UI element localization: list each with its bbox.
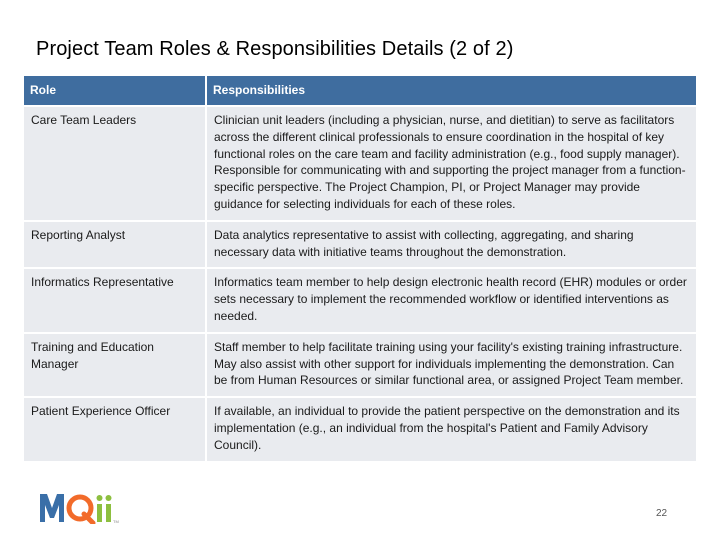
svg-text:TM: TM <box>113 519 119 524</box>
role-cell: Reporting Analyst <box>24 221 206 269</box>
responsibility-cell: Staff member to help facilitate training using your facility's existing training infrastructure. May also assist with other support for individuals implementing the demonstration. Can be from Human Resources or similar functional area, or assigned Project Team member. <box>206 333 696 397</box>
role-cell: Care Team Leaders <box>24 106 206 221</box>
table-row <box>24 268 696 332</box>
logo-i1-dot <box>97 495 103 501</box>
responsibility-cell: Clinician unit leaders (including a physician, nurse, and dietitian) to serve as facilitators across the different clinical professionals to ensure coordination in the hospital of key functional roles on the care team and facility administration (e.g., food supply manager). Responsible for communicating with and supporting the project manager from a function-specific perspective. The Project Champion, PI, or Project Manager may provide guidance for selecting individuals for each of these roles. <box>206 106 696 221</box>
role-cell: Patient Experience Officer <box>24 397 206 460</box>
page-title: Project Team Roles & Responsibilities Details (2 of 2) <box>36 38 514 60</box>
logo-i1-stem <box>97 504 102 522</box>
table-row <box>24 221 696 269</box>
responsibility-cell: If available, an individual to provide the patient perspective on the demonstration and its implementation (e.g., an individual from the hospital's Patient and Family Advisory Council). <box>206 397 696 460</box>
table-row <box>24 397 696 460</box>
column-header-role: Role <box>24 76 206 106</box>
page-number: 22 <box>656 508 668 519</box>
role-cell: Training and Education Manager <box>24 333 206 397</box>
column-header-responsibilities: Responsibilities <box>206 76 696 106</box>
table-row <box>24 333 696 397</box>
logo-m-shape <box>40 494 64 522</box>
logo-i2-dot <box>106 495 112 501</box>
logo-q-tail <box>84 514 93 523</box>
table-header-row <box>24 76 696 106</box>
logo-i2-stem <box>106 504 111 522</box>
responsibility-cell: Informatics team member to help design electronic health record (EHR) modules or order sets necessary to implement the recommended workflow or identified interventions as needed. <box>206 268 696 332</box>
role-cell: Informatics Representative <box>24 268 206 332</box>
table-row <box>24 106 696 221</box>
responsibility-cell: Data analytics representative to assist with collecting, aggregating, and sharing necessary data with initiative teams throughout the demonstration. <box>206 221 696 269</box>
mqii-logo <box>38 490 128 524</box>
roles-table <box>24 76 696 461</box>
